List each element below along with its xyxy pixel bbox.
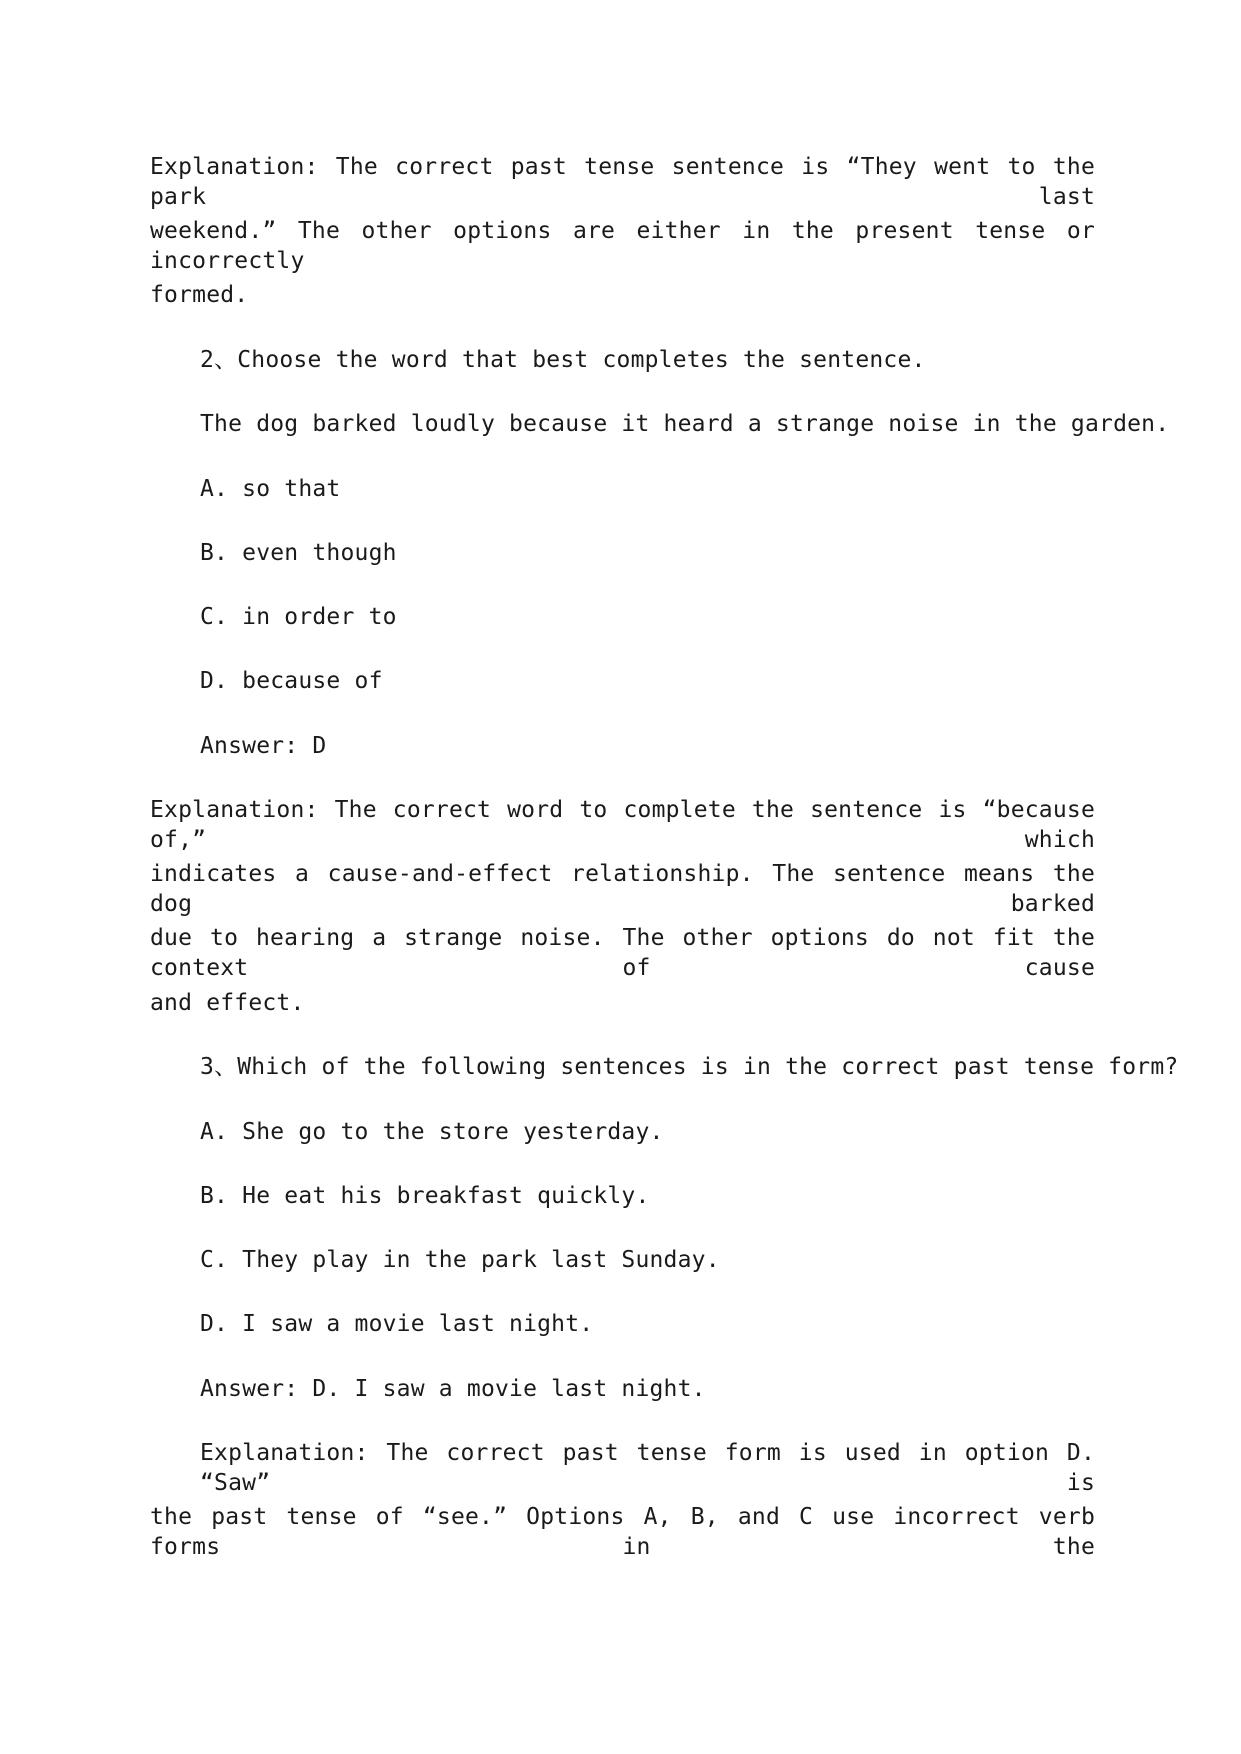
- q2-explanation-line-3: due to hearing a strange noise. The other options do not fit the context of cause: [150, 925, 1095, 981]
- q2-answer: Answer: D: [200, 733, 327, 759]
- q1-explanation-line-2: weekend.” The other options are either in the present tense or incorrectly: [150, 218, 1095, 274]
- q2-explanation-line-1: Explanation: The correct word to complete the sentence is “because of,” which: [150, 797, 1095, 853]
- q2-prompt: 2、Choose the word that best completes the sentence.: [200, 347, 926, 373]
- q3-option-c: C. They play in the park last Sunday.: [200, 1247, 720, 1273]
- q3-option-d: D. I saw a movie last night.: [200, 1311, 594, 1337]
- q3-explanation-line-2: the past tense of “see.” Options A, B, and C use incorrect verb forms in the: [150, 1504, 1095, 1560]
- q2-option-d: D. because of: [200, 668, 383, 694]
- q1-explanation-line-1: Explanation: The correct past tense sentence is “They went to the park last: [150, 154, 1095, 210]
- q2-explanation-line-4: and effect.: [150, 990, 305, 1016]
- q3-explanation-line-1: Explanation: The correct past tense form is used in option D. “Saw” is: [200, 1440, 1095, 1496]
- q2-sentence: The dog barked loudly because it heard a strange noise in the garden.: [200, 411, 1170, 437]
- q2-explanation-line-2: indicates a cause-and-effect relationship. The sentence means the dog barked: [150, 861, 1095, 917]
- q3-prompt: 3、Which of the following sentences is in the correct past tense form?: [200, 1054, 1179, 1080]
- q1-explanation-line-3: formed.: [150, 282, 249, 308]
- q3-option-a: A. She go to the store yesterday.: [200, 1119, 664, 1145]
- q3-option-b: B. He eat his breakfast quickly.: [200, 1183, 650, 1209]
- q2-option-b: B. even though: [200, 540, 397, 566]
- q2-option-c: C. in order to: [200, 604, 397, 630]
- q3-answer: Answer: D. I saw a movie last night.: [200, 1376, 706, 1402]
- q2-option-a: A. so that: [200, 476, 341, 502]
